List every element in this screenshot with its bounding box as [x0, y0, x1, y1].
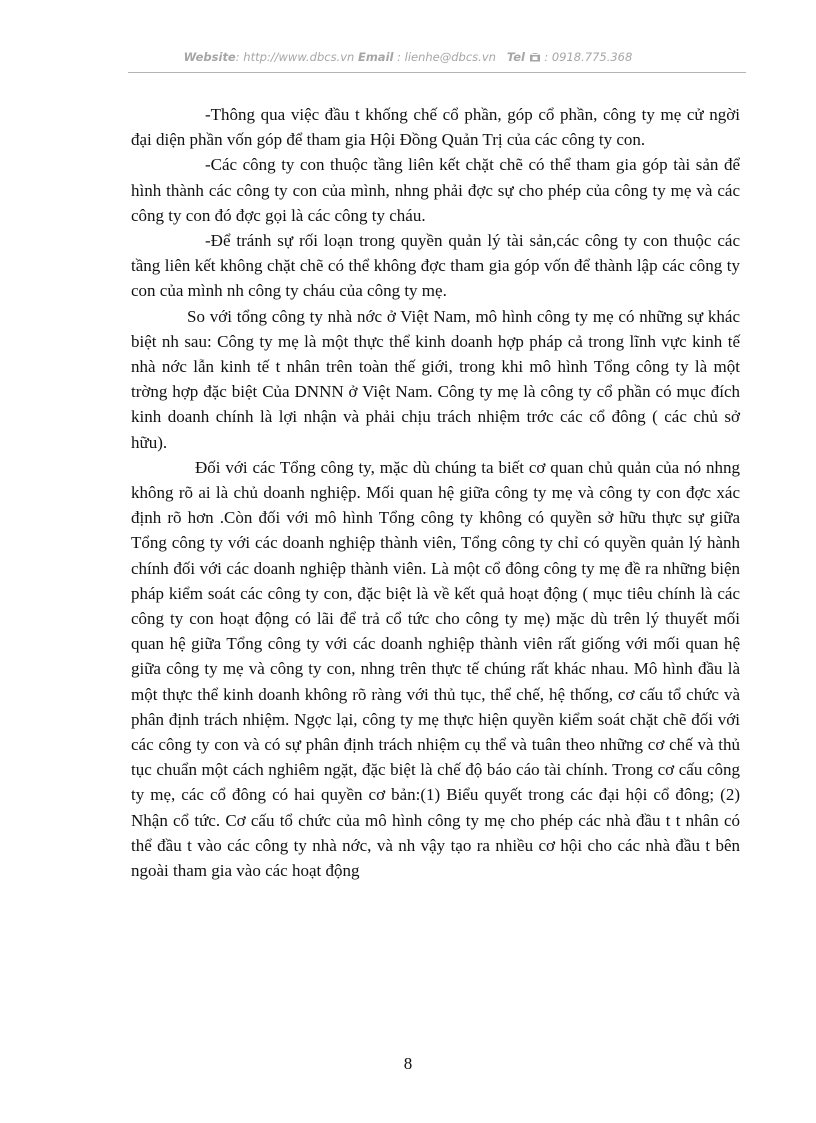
- body-paragraph: So với tổng công ty nhà nớc ở Việt Nam, mô hình công ty mẹ có những sự khác biệt nh sau: Công ty mẹ là một thực thể kinh doanh hợp pháp cả trong lĩnh vực kinh tế nhà nớc lẫn kinh tế t nhân trên toàn thế giới, trong khi mô hình Tổng công ty là một trờng hợp đặc biệt Của DNNN ở Việt Nam. Công ty mẹ là công ty cổ phần có mục đích kinh doanh chính là lợi nhận và phải chịu trách nhiệm trớc các cổ đông ( các chủ sở hữu).: [131, 306, 740, 452]
- bullet-paragraph: -Thông qua việc đầu t khống chế cổ phần, góp cổ phần, công ty mẹ cử ngời đại diện phần vốn góp để tham gia Hội Đồng Quản Trị của các công ty con.: [131, 105, 740, 150]
- bullet-paragraph: -Để tránh sự rối loạn trong quyền quản lý tài sản,các công ty con thuộc các tầng liên kết không chặt chẽ có thể không đợc tham gia góp vốn để thành lập các công ty con của mình nh công ty cháu của công ty mẹ.: [131, 231, 740, 301]
- page-number: 8: [403, 1054, 413, 1073]
- page-header: [0, 50, 816, 64]
- website-label: Website: [183, 50, 236, 64]
- tel-number: : 0918.775.368: [544, 50, 633, 64]
- email-label: Email: [357, 50, 394, 64]
- page-body: [131, 102, 740, 883]
- header-divider: [128, 72, 746, 73]
- tel-label: Tel: [506, 50, 525, 64]
- body-paragraph: Đối với các Tổng công ty, mặc dù chúng ta biết cơ quan chủ quản của nó nhng không rõ ai là chủ doanh nghiệp. Mối quan hệ giữa công ty mẹ và công ty con đợc xác định rõ hơn .Còn đối với mô hình Tổng công ty không có quyền sở hữu thực sự giữa Tổng công ty với các doanh nghiệp thành viên, Tổng công ty chỉ có quyền quản lý hành chính đối với các doanh nghiệp thành viên. Là một cổ đông công ty mẹ đề ra những biện pháp kiểm soát các công ty con, đặc biệt là về kết quả hoạt động ( mục tiêu chính là các công ty con hoạt động có lãi để trả cổ tức cho công ty mẹ) mặc dù trên lý thuyết mối quan hệ giữa Tổng công ty với các doanh nghiệp thành viên rất giống với mối quan hệ giữa công ty mẹ và công ty con, nhng trên thực tế chúng rất khác nhau. Mô hình đầu là một thực thể kinh doanh không rõ ràng với thủ tục, thể chế, hệ thống, cơ cấu tổ chức và phân định trách nhiệm. Ngợc lại, công ty mẹ thực hiện quyền kiểm soát chặt chẽ đối với các công ty con và có sự phân định trách nhiệm cụ thể và tuân theo những cơ chế và thủ tục chuẩn một cách nghiêm ngặt, đặc biệt là chế độ báo cáo tài chính. Trong cơ cấu công ty mẹ, các cổ đông có hai quyền cơ bản:(1) Biểu quyết trong các đại hội cổ đông; (2) Nhận cổ tức. Cơ cấu tổ chức của mô hình công ty mẹ cho phép các nhà đầu t t nhân có thể đầu t vào các công ty nhà nớc, và nh vậy tạo ra nhiều cơ hội cho các nhà đầu t bên ngoài tham gia vào các hoạt động: [131, 457, 740, 881]
- website-url: : http://www.dbcs.vn: [235, 50, 355, 64]
- email-address: : lienhe@dbcs.vn: [393, 50, 496, 64]
- phone-icon: [529, 50, 545, 64]
- bullet-paragraph: -Các công ty con thuộc tầng liên kết chặt chẽ có thể tham gia góp tài sản để hình thành các công ty con của mình, nhng phải đợc sự cho phép của công ty mẹ và các công ty con đó đợc gọi là các công ty cháu.: [131, 155, 740, 225]
